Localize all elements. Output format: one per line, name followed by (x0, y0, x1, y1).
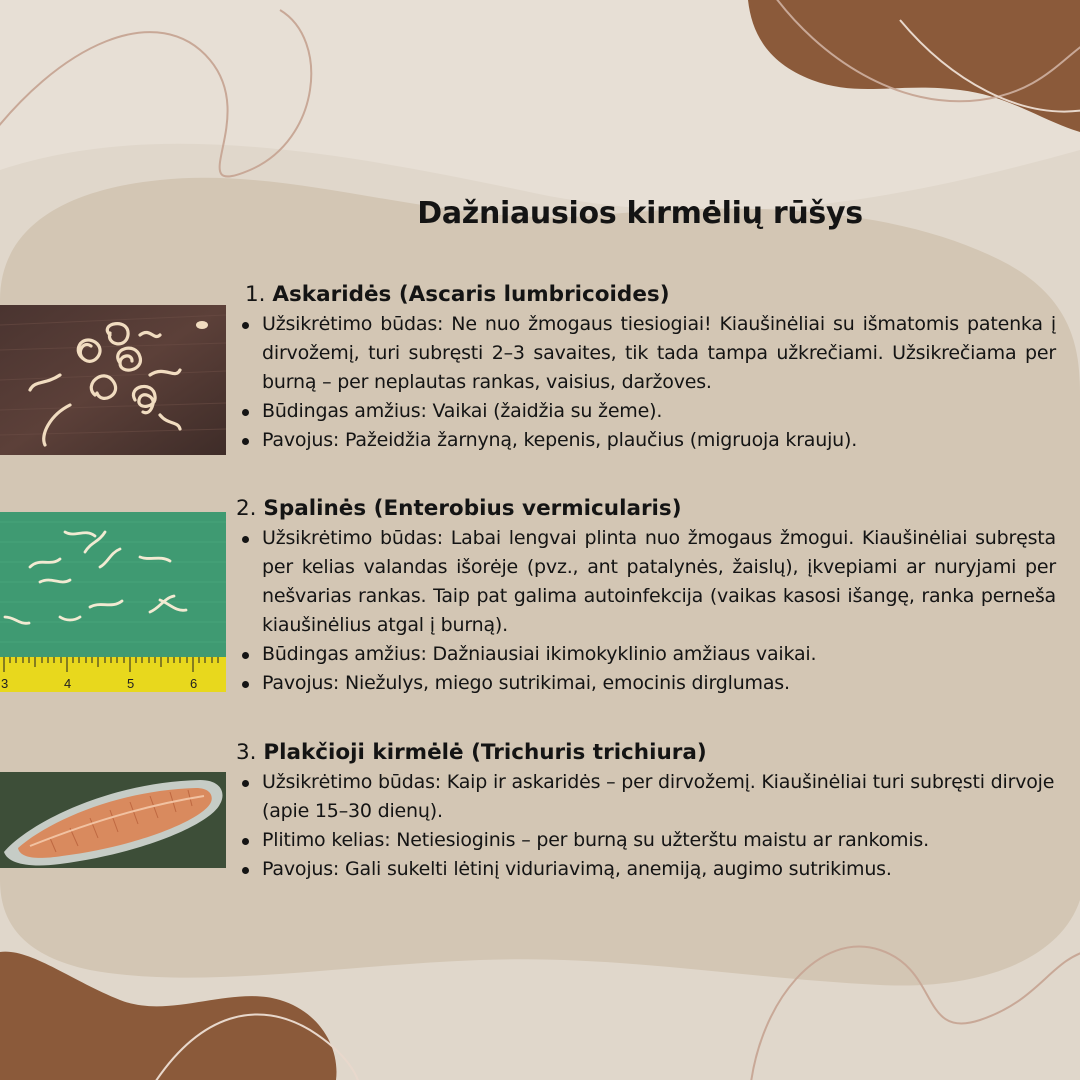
ascaris-photo (0, 305, 226, 455)
page-title: Dažniausios kirmėlių rūšys (417, 196, 863, 231)
section-ascaris (236, 280, 1056, 455)
list-item: Būdingas amžius: Vaikai (žaidžia su žeme). (236, 397, 1056, 426)
trichuris-photo (0, 772, 226, 868)
section-name: Askaridės (Ascaris lumbricoides) (272, 282, 670, 307)
list-item: Užsikrėtimo būdas: Kaip ir askaridės – per dirvožemį. Kiaušinėliai turi subręsti dirvoje (apie 15–30 dienų). (236, 768, 1056, 826)
ruler-number: 4 (64, 676, 72, 691)
list-item: Pavojus: Pažeidžia žarnyną, kepenis, plaučius (migruoja krauju). (236, 426, 1056, 455)
section-number: 2. (236, 496, 257, 521)
section-enterobius (236, 494, 1056, 698)
list-item: Pavojus: Niežulys, miego sutrikimai, emocinis dirglumas. (236, 669, 1056, 698)
enterobius-photo (0, 512, 226, 692)
ruler-number: 6 (190, 676, 198, 691)
section-number: 3. (236, 740, 257, 765)
ruler-number: 5 (127, 676, 135, 691)
list-item: Užsikrėtimo būdas: Labai lengvai plinta nuo žmogaus žmogui. Kiaušinėliai subręsta per kelias valandas išorėje (pvz., ant patalynės, žaislų), įkvepiami ar nuryjami per nešvarias rankas. Taip pat galima autoinfekcija (vaikas kasosi išangę, ranka perneša kiaušinėlius atgal į burną). (236, 524, 1056, 640)
bullet-list (236, 768, 1056, 884)
section-heading (236, 738, 1056, 768)
section-number: 1. (245, 282, 266, 307)
section-name: Plakčioji kirmėlė (Trichuris trichiura) (263, 740, 707, 765)
list-item: Pavojus: Gali sukelti lėtinį viduriavimą, anemiją, augimo sutrikimus. (236, 855, 1056, 884)
bullet-list (236, 310, 1056, 455)
list-item: Užsikrėtimo būdas: Ne nuo žmogaus tiesiogiai! Kiaušinėliai su išmatomis patenka į dirvožemį, turi subręsti 2–3 savaites, tik tada tampa užkrečiami. Užsikrečiama per burną – per neplautas rankas, vaisius, daržoves. (236, 310, 1056, 397)
section-trichuris (236, 738, 1056, 884)
ruler-number: 3 (1, 676, 9, 691)
section-name: Spalinės (Enterobius vermicularis) (263, 496, 682, 521)
section-heading (236, 494, 1056, 524)
bullet-list (236, 524, 1056, 698)
section-heading (236, 280, 1056, 310)
list-item: Būdingas amžius: Dažniausiai ikimokyklinio amžiaus vaikai. (236, 640, 1056, 669)
list-item: Plitimo kelias: Netiesioginis – per burną su užterštu maistu ar rankomis. (236, 826, 1056, 855)
